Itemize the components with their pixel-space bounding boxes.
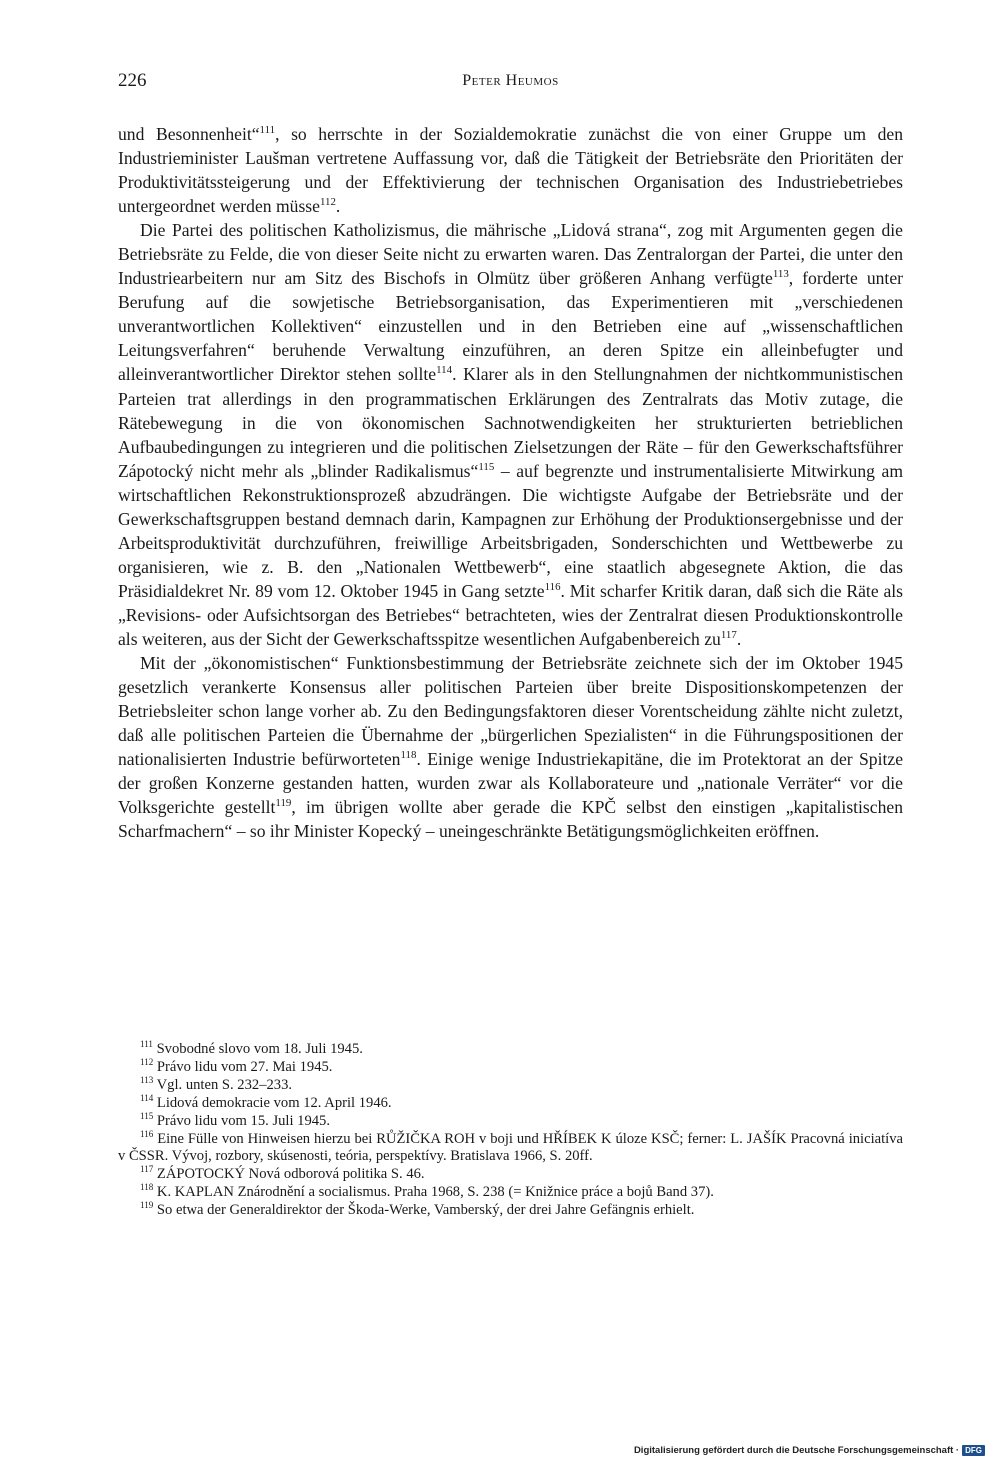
- footnote-text: So etwa der Generaldirektor der Škoda-Werke, Vamberský, der drei Jahre Gefängnis erhielt.: [156, 1202, 695, 1219]
- footnote-reference: 115: [478, 460, 495, 473]
- footnote: [118, 1184, 903, 1202]
- footnote-text: Právo lidu vom 27. Mai 1945.: [156, 1058, 333, 1075]
- footnote-reference: 118: [400, 749, 417, 762]
- text-segment: . Einige wenige Industriekapitäne, die im Protektorat an der Spitze der großen Konzerne gestanden hatten, wurden zwar als Kollaborateure und „nationale Verräter“ vor die Volksgerichte gestellt: [118, 749, 904, 818]
- footnote-number: 113: [140, 1074, 154, 1085]
- paragraph: [118, 651, 903, 843]
- text-segment: .: [736, 628, 742, 649]
- footnote-text: K. KAPLAN Znárodnění a socialismus. Praha 1968, S. 238 (= Knižnice práce a bojů Band 37).: [156, 1184, 714, 1201]
- dfg-logo: DFG: [962, 1445, 985, 1456]
- footnote-number: 111: [140, 1039, 153, 1050]
- footnote-number: 116: [140, 1128, 154, 1139]
- digitization-credit: [634, 1445, 985, 1456]
- paragraph: [118, 122, 903, 218]
- text-segment: , so herrschte in der Sozialdemokratie zunächst die von einer Gruppe um den Industrieminister Laušman vertretene Auffassung vor, daß die Tätigkeit der Betriebsräte den Prioritäten der Produktivitätssteigerung und der Effektivierung der technischen Organisation des Industriebetriebes untergeordnet werden müsse: [118, 124, 903, 217]
- footnote: [118, 1110, 903, 1131]
- text-segment: und Besonnenheit“: [118, 124, 260, 144]
- footnote: [118, 1059, 903, 1077]
- text-segment: .: [335, 196, 341, 217]
- text-segment: – auf begrenzte und instrumentalisierte Mitwirkung am wirtschaftlichen Rekonstruktionsprozeß abzudrängen. Die wichtigste Aufgabe der Betriebsräte und der Gewerkschaftsgruppen bestand demnach darin, Kampagnen zur Erhöhung der Produktionsergebnisse und der Arbeitsproduktivität durchzuführen, freiwillige Arbeitsbrigaden, Sonderschichten und Wettbewerbe zu organisieren, wie z. B. den „Nationalen Wettbewerb“, eine staatlich abgesegnete Aktion, die das Präsidialdekret Nr. 89 vom 12. Oktober 1945 in Gang setzte: [118, 460, 904, 601]
- footnote: [118, 1041, 903, 1059]
- footnote-number: 117: [140, 1164, 154, 1175]
- page-header: [118, 70, 903, 100]
- footnote-text: ZÁPOTOCKÝ Nová odborová politika S. 46.: [156, 1166, 425, 1183]
- footnotes: [118, 1041, 903, 1220]
- footnote-text: Svobodné slovo vom 18. Juli 1945.: [156, 1041, 363, 1057]
- text-segment: Mit der „ökonomistischen“ Funktionsbestimmung der Betriebsräte zeichnete sich der im Oktober 1945 gesetzlich verankerte Konsensus aller politischen Parteien über breite Dispositionskompetenzen der Betriebsleiter schon lange vorher ab. Zu den Bedingungsfaktoren dieser Vorentscheidung zählte nicht zuletzt, daß alle politischen Parteien die Übernahme der „bürgerlichen Spezialisten“ in die Führungspositionen der nationalisierten Industrie befürworteten: [118, 653, 903, 770]
- footnote-reference: 119: [275, 797, 292, 810]
- footnote-text: Vgl. unten S. 232–233.: [156, 1076, 293, 1093]
- footnote: [118, 1092, 903, 1113]
- text-segment: , im übrigen wollte aber gerade die KPČ selbst den einstigen „kapitalistischen Scharfmachern“ – so ihr Minister Kopecký – uneingeschränkte Betätigungsmöglichkeiten eröffnen.: [118, 797, 903, 842]
- paragraph: [118, 218, 903, 651]
- footnote-reference: 117: [720, 629, 737, 642]
- footnote-number: 115: [140, 1110, 154, 1121]
- digitization-credit-text: Digitalisierung gefördert durch die Deutsche Forschungsgemeinschaft ·: [633, 1445, 960, 1456]
- footnote: [118, 1074, 903, 1095]
- footnote-text: Právo lidu vom 15. Juli 1945.: [156, 1112, 331, 1129]
- text-segment: Die Partei des politischen Katholizismus, die mährische „Lidová strana“, zog mit Argumenten gegen die Betriebsräte zu Felde, die von dieser Seite nicht zu erwarten waren. Das Zentralorgan der Partei, die unter den Industriearbeitern nur am Sitz des Bischofs in Olmütz über größeren Anhang verfügte: [118, 220, 903, 289]
- footnote-text: Eine Fülle von Hinweisen hierzu bei RŮŽIČKA ROH v boji und HŘÍBEK K úloze KSČ; ferner: L. JAŠÍK Pracovná iniciatíva v ČSSR. Vývoj, rozbory, skúsenosti, teória, perspektívy. Bratislava 1966, S. 20ff.: [118, 1130, 903, 1165]
- running-head: Peter Heumos: [462, 72, 559, 89]
- footnote-number: 114: [140, 1092, 154, 1103]
- footnote-text: Lidová demokracie vom 12. April 1946.: [156, 1094, 392, 1111]
- footnote: [118, 1128, 903, 1167]
- footnote-reference: 114: [436, 364, 453, 377]
- text-segment: . Mit scharfer Kritik daran, daß sich die Räte als „Revisions- oder Aufsichtsorgan des Betriebes“ betrachteten, wies der Zentralrat diesen Produktionskontrolle als weiteren, aus der Sicht der Gewerkschaftsspitze wesentlichen Aufgabenbereich zu: [118, 580, 903, 649]
- text-segment: , forderte unter Berufung auf die sowjetische Betriebsorganisation, das Experimentieren mit „verschiedenen unverantwortlichen Kollektiven“ einzustellen und in den Betrieben eine auf „wissenschaftlichen Leitungsverfahren“ beruhende Verwaltung einzuführen, an deren Spitze ein alleinbefugter und alleinverantwortlicher Direktor stehen sollte: [118, 268, 903, 385]
- body-text: [118, 122, 903, 843]
- footnote-number: 118: [140, 1182, 154, 1193]
- footnote-reference: 112: [319, 196, 336, 209]
- page-number: 226: [118, 70, 147, 91]
- text-segment: . Klarer als in den Stellungnahmen der nichtkommunistischen Parteien trat allerdings in den programmatischen Erklärungen des Zentralrats das Motiv zutage, die Rätebewegung in die von ökonomischen Sachnotwendigkeiten her strukturierten betrieblichen Aufbaubedingungen zu integrieren und die politischen Zielsetzungen der Räte – für den Gewerkschaftsführer Zápotocký nicht mehr als „blinder Radikalismus“: [118, 364, 903, 481]
- footnote-reference: 111: [259, 124, 276, 137]
- footnote-number: 119: [140, 1200, 154, 1211]
- footnote-reference: 116: [544, 581, 561, 594]
- footnote-number: 112: [140, 1057, 154, 1068]
- footnote-reference: 113: [772, 268, 789, 281]
- footnote: [118, 1166, 903, 1184]
- footnote: [118, 1202, 903, 1220]
